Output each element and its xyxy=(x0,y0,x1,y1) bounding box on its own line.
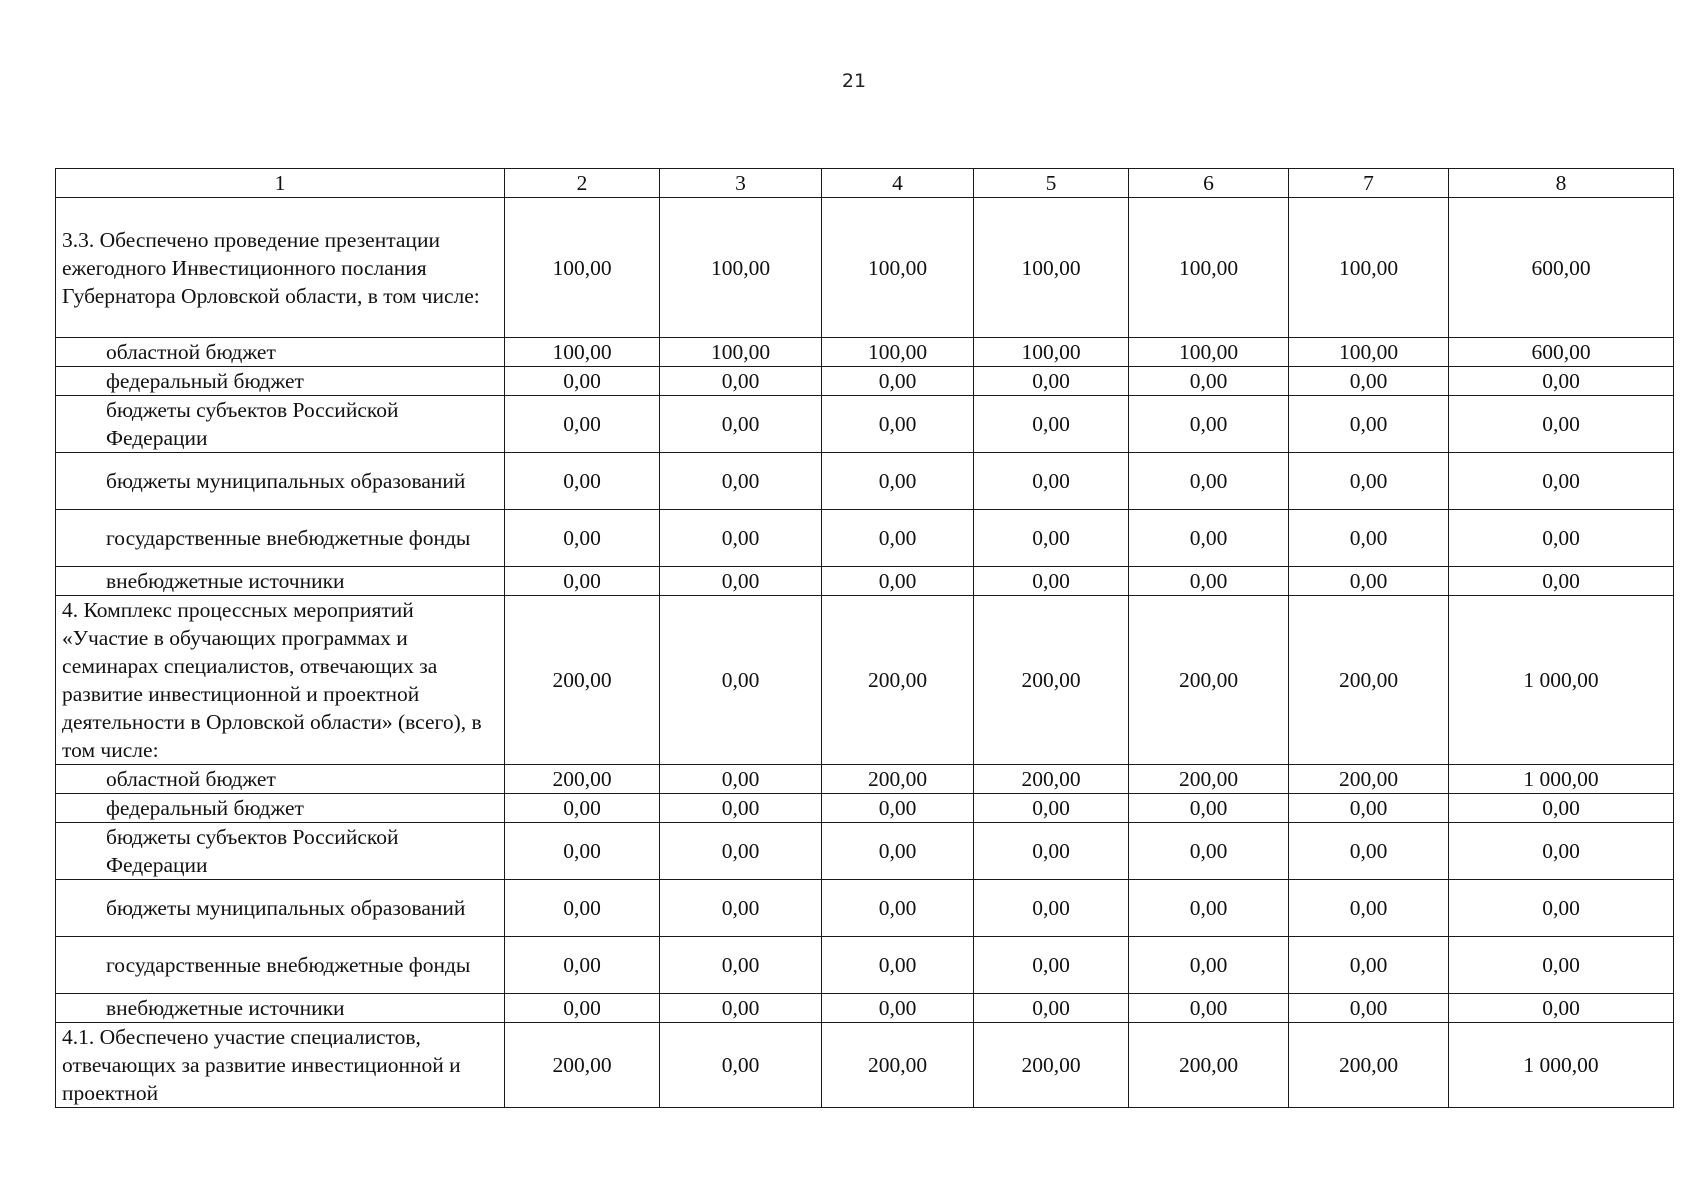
table-cell: 0,00 xyxy=(1129,994,1289,1023)
table-cell: 0,00 xyxy=(1129,367,1289,396)
budget-table xyxy=(55,168,1674,1108)
row-label: внебюджетные источники xyxy=(56,994,505,1023)
table-cell: 0,00 xyxy=(505,994,660,1023)
table-cell: 0,00 xyxy=(974,880,1129,937)
table-cell: 0,00 xyxy=(1449,994,1674,1023)
column-number: 5 xyxy=(974,169,1129,198)
table-cell: 100,00 xyxy=(505,338,660,367)
column-number: 6 xyxy=(1129,169,1289,198)
table-cell: 100,00 xyxy=(1129,198,1289,338)
table-cell: 0,00 xyxy=(974,510,1129,567)
row-label: федеральный бюджет xyxy=(56,794,505,823)
table-cell: 0,00 xyxy=(1129,510,1289,567)
table-cell: 0,00 xyxy=(1129,880,1289,937)
column-number: 1 xyxy=(56,169,505,198)
table-cell: 200,00 xyxy=(974,1023,1129,1108)
table-cell: 0,00 xyxy=(974,937,1129,994)
page-number: 21 xyxy=(841,70,867,92)
table-cell: 0,00 xyxy=(505,880,660,937)
table-row xyxy=(56,453,1674,510)
table-row xyxy=(56,567,1674,596)
row-label: областной бюджет xyxy=(56,765,505,794)
table-cell: 100,00 xyxy=(1289,338,1449,367)
table-cell: 0,00 xyxy=(1449,567,1674,596)
row-label: бюджеты муниципальных образований xyxy=(56,880,505,937)
table-cell: 100,00 xyxy=(974,338,1129,367)
table-cell: 100,00 xyxy=(660,338,822,367)
row-label: бюджеты субъектов Российской Федерации xyxy=(56,823,505,880)
row-label: 4.1. Обеспечено участие специалистов, отвечающих за развитие инвестиционной и проектной xyxy=(56,1023,505,1108)
table-cell: 0,00 xyxy=(1129,396,1289,453)
table-cell: 0,00 xyxy=(1289,880,1449,937)
table-cell: 0,00 xyxy=(660,794,822,823)
table-cell: 0,00 xyxy=(505,567,660,596)
table-cell: 0,00 xyxy=(1449,794,1674,823)
table-cell: 100,00 xyxy=(1129,338,1289,367)
table-cell: 200,00 xyxy=(505,596,660,765)
table-cell: 200,00 xyxy=(1289,765,1449,794)
table-cell: 100,00 xyxy=(822,198,974,338)
table-cell: 0,00 xyxy=(822,453,974,510)
row-label: 4. Комплекс процессных мероприятий «Участие в обучающих программах и семинарах специалистов, отвечающих за развитие инвестиционной и проектной деятельности в Орловской области» (всего), в том числе: xyxy=(56,596,505,765)
table-cell: 0,00 xyxy=(822,937,974,994)
table-cell: 200,00 xyxy=(1129,765,1289,794)
table-cell: 0,00 xyxy=(505,510,660,567)
table-row xyxy=(56,367,1674,396)
table-cell: 0,00 xyxy=(1129,794,1289,823)
table-row xyxy=(56,994,1674,1023)
table-cell: 100,00 xyxy=(974,198,1129,338)
column-number: 8 xyxy=(1449,169,1674,198)
table-cell: 0,00 xyxy=(505,794,660,823)
table-cell: 1 000,00 xyxy=(1449,1023,1674,1108)
table-cell: 200,00 xyxy=(822,765,974,794)
table-cell: 0,00 xyxy=(1449,880,1674,937)
table-cell: 0,00 xyxy=(1449,396,1674,453)
table-cell: 0,00 xyxy=(974,994,1129,1023)
table-cell: 0,00 xyxy=(1449,823,1674,880)
table-cell: 0,00 xyxy=(822,880,974,937)
table-cell: 0,00 xyxy=(1289,994,1449,1023)
table-cell: 0,00 xyxy=(660,1023,822,1108)
table-row xyxy=(56,338,1674,367)
table-cell: 0,00 xyxy=(1289,396,1449,453)
row-label: бюджеты муниципальных образований xyxy=(56,453,505,510)
table-cell: 0,00 xyxy=(1449,453,1674,510)
table-cell: 200,00 xyxy=(1289,1023,1449,1108)
row-label: государственные внебюджетные фонды xyxy=(56,937,505,994)
table-cell: 0,00 xyxy=(505,937,660,994)
table-cell: 200,00 xyxy=(822,1023,974,1108)
column-number: 7 xyxy=(1289,169,1449,198)
row-label: бюджеты субъектов Российской Федерации xyxy=(56,396,505,453)
row-label: внебюджетные источники xyxy=(56,567,505,596)
table-cell: 0,00 xyxy=(1129,567,1289,596)
table-cell: 100,00 xyxy=(505,198,660,338)
table-cell: 0,00 xyxy=(1129,453,1289,510)
table-cell: 0,00 xyxy=(822,510,974,567)
table-cell: 0,00 xyxy=(1289,367,1449,396)
table-cell: 200,00 xyxy=(974,765,1129,794)
table-cell: 0,00 xyxy=(822,823,974,880)
table-cell: 0,00 xyxy=(660,510,822,567)
table-cell: 0,00 xyxy=(1289,453,1449,510)
row-label: областной бюджет xyxy=(56,338,505,367)
table-cell: 0,00 xyxy=(822,367,974,396)
table-cell: 0,00 xyxy=(660,567,822,596)
table-cell: 0,00 xyxy=(660,367,822,396)
table-row xyxy=(56,1023,1674,1108)
table-row xyxy=(56,510,1674,567)
table-cell: 0,00 xyxy=(822,994,974,1023)
table-cell: 0,00 xyxy=(660,937,822,994)
table-cell: 200,00 xyxy=(1289,596,1449,765)
table-cell: 0,00 xyxy=(1129,937,1289,994)
table-cell: 0,00 xyxy=(1289,510,1449,567)
table-cell: 0,00 xyxy=(660,880,822,937)
table-row xyxy=(56,823,1674,880)
table-cell: 0,00 xyxy=(1289,937,1449,994)
table-cell: 200,00 xyxy=(974,596,1129,765)
table-cell: 0,00 xyxy=(660,396,822,453)
table-cell: 0,00 xyxy=(1129,823,1289,880)
table-cell: 0,00 xyxy=(974,367,1129,396)
table-cell: 0,00 xyxy=(1449,367,1674,396)
table-cell: 0,00 xyxy=(1449,937,1674,994)
table-cell: 0,00 xyxy=(1449,510,1674,567)
table-cell: 0,00 xyxy=(974,823,1129,880)
table-cell: 100,00 xyxy=(1289,198,1449,338)
column-number: 4 xyxy=(822,169,974,198)
column-number: 2 xyxy=(505,169,660,198)
table-cell: 0,00 xyxy=(505,396,660,453)
table-cell: 0,00 xyxy=(974,396,1129,453)
table-cell: 600,00 xyxy=(1449,338,1674,367)
table-cell: 0,00 xyxy=(660,453,822,510)
table-row xyxy=(56,396,1674,453)
row-label: государственные внебюджетные фонды xyxy=(56,510,505,567)
table-cell: 0,00 xyxy=(660,596,822,765)
table-cell: 100,00 xyxy=(822,338,974,367)
table-cell: 200,00 xyxy=(505,1023,660,1108)
table-cell: 200,00 xyxy=(1129,1023,1289,1108)
table-cell: 0,00 xyxy=(974,794,1129,823)
table-cell: 1 000,00 xyxy=(1449,765,1674,794)
table-row xyxy=(56,198,1674,338)
table-cell: 600,00 xyxy=(1449,198,1674,338)
table-header-row xyxy=(56,169,1674,198)
row-label: федеральный бюджет xyxy=(56,367,505,396)
table-cell: 0,00 xyxy=(505,453,660,510)
table-cell: 0,00 xyxy=(822,794,974,823)
table-cell: 100,00 xyxy=(660,198,822,338)
table-cell: 200,00 xyxy=(505,765,660,794)
table-cell: 0,00 xyxy=(660,765,822,794)
table-cell: 0,00 xyxy=(660,823,822,880)
row-label: 3.3. Обеспечено проведение презентации ежегодного Инвестиционного послания Губернатора Орловской области, в том числе: xyxy=(56,198,505,338)
table-cell: 0,00 xyxy=(1289,794,1449,823)
table-cell: 0,00 xyxy=(822,567,974,596)
table-cell: 0,00 xyxy=(974,453,1129,510)
table-row xyxy=(56,794,1674,823)
table-cell: 0,00 xyxy=(974,567,1129,596)
table-cell: 0,00 xyxy=(660,994,822,1023)
table-cell: 0,00 xyxy=(822,396,974,453)
table-cell: 200,00 xyxy=(1129,596,1289,765)
table-cell: 0,00 xyxy=(1289,567,1449,596)
column-number: 3 xyxy=(660,169,822,198)
table-cell: 0,00 xyxy=(1289,823,1449,880)
table-cell: 0,00 xyxy=(505,823,660,880)
table-row xyxy=(56,880,1674,937)
table-cell: 1 000,00 xyxy=(1449,596,1674,765)
table-row xyxy=(56,937,1674,994)
table-cell: 200,00 xyxy=(822,596,974,765)
table-row xyxy=(56,596,1674,765)
table-row xyxy=(56,765,1674,794)
table-cell: 0,00 xyxy=(505,367,660,396)
